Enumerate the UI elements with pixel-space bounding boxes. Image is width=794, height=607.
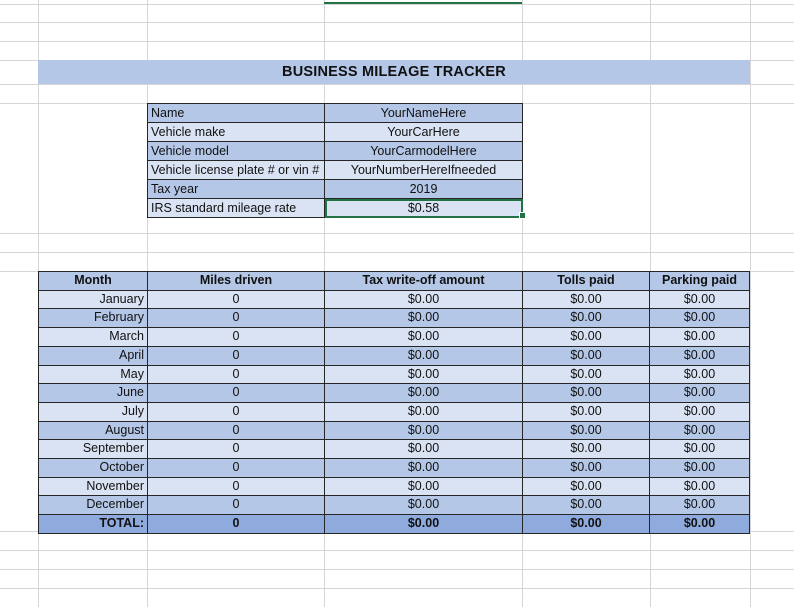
info-label-mileage-rate[interactable]: IRS standard mileage rate [148, 199, 325, 218]
cell-tolls[interactable]: $0.00 [523, 440, 650, 459]
cell-tolls[interactable]: $0.00 [523, 365, 650, 384]
cell-miles[interactable]: 0 [148, 477, 325, 496]
grid-row-line [0, 4, 794, 5]
cell-tax-writeoff[interactable]: $0.00 [325, 328, 523, 347]
table-row [39, 384, 750, 403]
cell-tax-writeoff[interactable]: $0.00 [325, 346, 523, 365]
info-value-tax-year[interactable]: 2019 [325, 180, 523, 199]
total-tax-writeoff[interactable]: $0.00 [325, 515, 523, 534]
info-row [148, 180, 523, 199]
info-value-mileage-rate[interactable]: $0.58 [325, 199, 523, 218]
info-row [148, 104, 523, 123]
cell-miles[interactable]: 0 [148, 459, 325, 478]
cell-miles[interactable]: 0 [148, 496, 325, 515]
cell-miles[interactable]: 0 [148, 440, 325, 459]
cell-tolls[interactable]: $0.00 [523, 402, 650, 421]
cell-month[interactable]: January [39, 290, 148, 309]
column-header-tolls[interactable]: Tolls paid [523, 272, 650, 291]
cell-tax-writeoff[interactable]: $0.00 [325, 496, 523, 515]
cell-tax-writeoff[interactable]: $0.00 [325, 309, 523, 328]
cell-miles[interactable]: 0 [148, 365, 325, 384]
info-label-vehicle-make[interactable]: Vehicle make [148, 123, 325, 142]
cell-month[interactable]: March [39, 328, 148, 347]
cell-parking[interactable]: $0.00 [650, 346, 750, 365]
cell-tolls[interactable]: $0.00 [523, 384, 650, 403]
table-row [39, 328, 750, 347]
info-label-name[interactable]: Name [148, 104, 325, 123]
header-row [39, 272, 750, 291]
table-row [39, 346, 750, 365]
info-row [148, 123, 523, 142]
table-row [39, 440, 750, 459]
cell-tolls[interactable]: $0.00 [523, 459, 650, 478]
cell-tolls[interactable]: $0.00 [523, 290, 650, 309]
cell-parking[interactable]: $0.00 [650, 328, 750, 347]
cell-tolls[interactable]: $0.00 [523, 346, 650, 365]
info-label-tax-year[interactable]: Tax year [148, 180, 325, 199]
cell-parking[interactable]: $0.00 [650, 309, 750, 328]
cell-tax-writeoff[interactable]: $0.00 [325, 402, 523, 421]
info-label-license-plate[interactable]: Vehicle license plate # or vin # [148, 161, 325, 180]
cell-parking[interactable]: $0.00 [650, 496, 750, 515]
cell-month[interactable]: April [39, 346, 148, 365]
cell-tax-writeoff[interactable]: $0.00 [325, 290, 523, 309]
info-value-name[interactable]: YourNameHere [325, 104, 523, 123]
column-header-month[interactable]: Month [39, 272, 148, 291]
column-header-tax-writeoff[interactable]: Tax write-off amount [325, 272, 523, 291]
info-row [148, 161, 523, 180]
grid-row-line [0, 233, 794, 234]
table-row [39, 290, 750, 309]
total-parking[interactable]: $0.00 [650, 515, 750, 534]
cell-parking[interactable]: $0.00 [650, 440, 750, 459]
grid-row-line [0, 569, 794, 570]
cell-parking[interactable]: $0.00 [650, 290, 750, 309]
cell-parking[interactable]: $0.00 [650, 477, 750, 496]
cell-tolls[interactable]: $0.00 [523, 421, 650, 440]
cell-tax-writeoff[interactable]: $0.00 [325, 459, 523, 478]
table-row [39, 477, 750, 496]
fill-handle[interactable] [519, 212, 526, 219]
table-row [39, 496, 750, 515]
cell-miles[interactable]: 0 [148, 290, 325, 309]
info-row [148, 199, 523, 218]
page-title: BUSINESS MILEAGE TRACKER [282, 64, 506, 80]
table-row [39, 365, 750, 384]
cell-miles[interactable]: 0 [148, 309, 325, 328]
info-label-vehicle-model[interactable]: Vehicle model [148, 142, 325, 161]
table-row [39, 421, 750, 440]
cell-tolls[interactable]: $0.00 [523, 496, 650, 515]
total-row [39, 515, 750, 534]
table-row [39, 402, 750, 421]
info-row [148, 142, 523, 161]
cell-parking[interactable]: $0.00 [650, 459, 750, 478]
total-miles[interactable]: 0 [148, 515, 325, 534]
column-header-miles[interactable]: Miles driven [148, 272, 325, 291]
cell-tax-writeoff[interactable]: $0.00 [325, 440, 523, 459]
cell-miles[interactable]: 0 [148, 402, 325, 421]
cell-month[interactable]: July [39, 402, 148, 421]
cell-month[interactable]: August [39, 421, 148, 440]
cell-miles[interactable]: 0 [148, 384, 325, 403]
cell-miles[interactable]: 0 [148, 346, 325, 365]
grid-row-line [0, 252, 794, 253]
info-value-vehicle-model[interactable]: YourCarmodelHere [325, 142, 523, 161]
cell-month[interactable]: November [39, 477, 148, 496]
monthly-mileage-table [38, 271, 750, 534]
cell-month[interactable]: December [39, 496, 148, 515]
cell-tax-writeoff[interactable]: $0.00 [325, 365, 523, 384]
selection-edge [324, 2, 522, 4]
grid-row-line [0, 22, 794, 23]
grid-column-line [750, 0, 751, 607]
cell-tolls[interactable]: $0.00 [523, 328, 650, 347]
cell-month[interactable]: September [39, 440, 148, 459]
cell-tolls[interactable]: $0.00 [523, 309, 650, 328]
cell-parking[interactable]: $0.00 [650, 421, 750, 440]
vehicle-info-table [147, 103, 523, 218]
cell-parking[interactable]: $0.00 [650, 402, 750, 421]
total-tolls[interactable]: $0.00 [523, 515, 650, 534]
grid-row-line [0, 588, 794, 589]
table-row [39, 459, 750, 478]
cell-month[interactable]: May [39, 365, 148, 384]
cell-month[interactable]: June [39, 384, 148, 403]
table-row [39, 309, 750, 328]
title-band[interactable] [38, 60, 750, 84]
info-value-vehicle-make[interactable]: YourCarHere [325, 123, 523, 142]
cell-tax-writeoff[interactable]: $0.00 [325, 384, 523, 403]
column-header-parking[interactable]: Parking paid [650, 272, 750, 291]
total-month[interactable]: TOTAL: [39, 515, 148, 534]
cell-miles[interactable]: 0 [148, 421, 325, 440]
info-value-license-plate[interactable]: YourNumberHereIfneeded [325, 161, 523, 180]
cell-tax-writeoff[interactable]: $0.00 [325, 477, 523, 496]
cell-month[interactable]: October [39, 459, 148, 478]
cell-miles[interactable]: 0 [148, 328, 325, 347]
grid-row-line [0, 41, 794, 42]
cell-month[interactable]: February [39, 309, 148, 328]
grid-row-line [0, 550, 794, 551]
cell-parking[interactable]: $0.00 [650, 384, 750, 403]
cell-parking[interactable]: $0.00 [650, 365, 750, 384]
cell-tolls[interactable]: $0.00 [523, 477, 650, 496]
cell-tax-writeoff[interactable]: $0.00 [325, 421, 523, 440]
grid-row-line [0, 84, 794, 85]
